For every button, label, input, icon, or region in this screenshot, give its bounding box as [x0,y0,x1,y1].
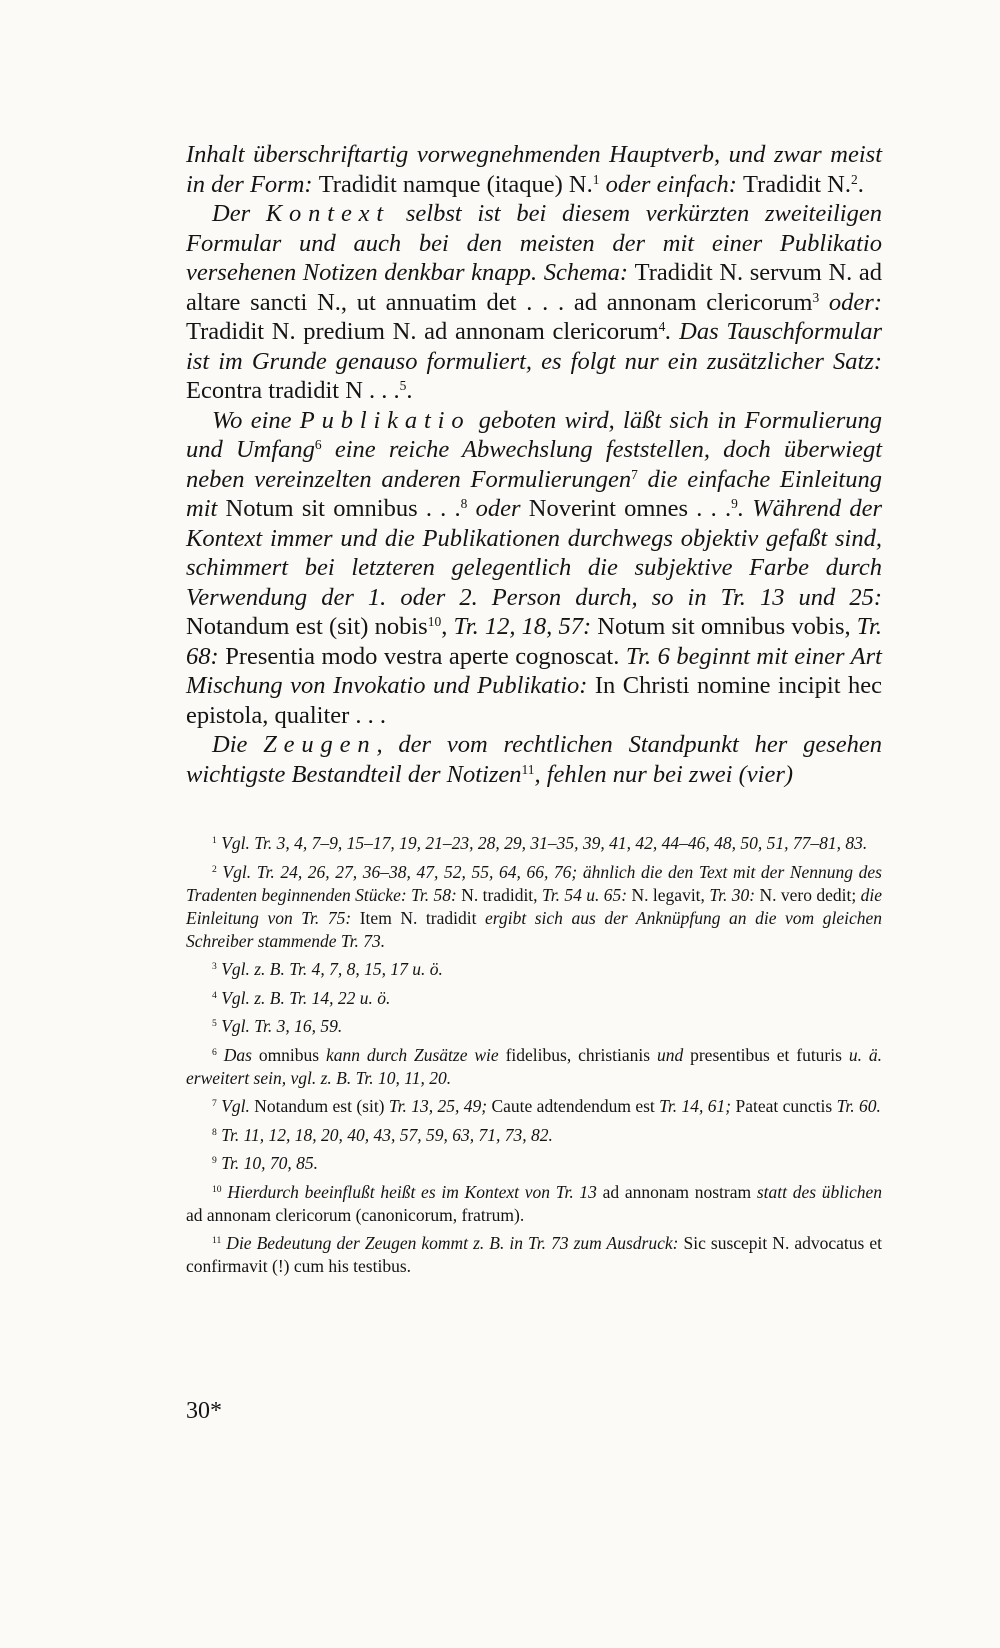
text-run: selbst ist bei diesem verkürzten zweiteiligen Formular und auch bei den meisten der mit einer Publikatio versehenen Notizen denkbar knapp. Schema: [186,200,882,286]
text-run: Vgl. Tr. 3, 4, 7–9, 15–17, 19, 21–23, 28, 29, 31–35, 39, 41, 42, 44–46, 48, 50, 51, 77–81, 83. [216,833,868,853]
footnote-marker: 8 [460,495,468,511]
text-run: ad annonam nostram [602,1181,757,1202]
text-run: Vgl. z. B. Tr. 4, 7, 8, 15, 17 u. ö. [216,959,443,979]
text-run: , [441,613,454,640]
text-run: Tr. 54 u. 65: [541,884,632,905]
footnote [186,1181,882,1227]
footnote-marker: 5 [399,377,407,393]
text-run: geboten wird, läßt sich in Formulierung und Umfang [186,406,882,463]
paragraph-3 [186,406,882,731]
text-run: Die Bedeutung der Zeugen kommt z. B. in Tr. 73 zum Ausdruck: [221,1233,684,1253]
text-run: Vgl. [216,1096,255,1116]
footnote [186,1124,882,1147]
text-run: Der [212,200,266,227]
text-run: ergibt sich aus der Anknüpfung an die vom gleichen Schreiber stammende Tr. 73. [186,907,882,951]
text-run: N. tradidit, [461,884,542,905]
text-run: presentibus et futuris [690,1044,849,1065]
text-run: Tr. 14, 61; [659,1096,736,1116]
text-run: Tradidit N. servum N. ad altare sancti N., ut annuatim det . . . ad annonam clericorum [186,259,882,316]
text-run: statt des üblichen [756,1181,883,1202]
text-run: kann durch Zusätze wie [326,1044,506,1065]
text-run: Vgl. z. B. Tr. 14, 22 u. ö. [216,987,391,1008]
text-run: . [857,170,864,198]
text-run: ad annonam clericorum (canonicorum, fratrum). [186,1204,525,1225]
text-run: Notum sit omnibus vobis, [597,613,857,640]
text-run: Wo eine [212,406,300,434]
spaced-term: Kontext [265,200,391,227]
paragraph-1 [186,140,882,199]
text-run: Item N. tradidit [359,907,486,928]
text-run: oder einfach: [599,170,743,198]
footnote-marker: 5 [212,1018,217,1030]
footnote-marker: 4 [212,989,217,1001]
text-run: , fehlen nur bei zwei (vier) [534,760,794,788]
text-run: eine reiche Abwechslung feststellen, doch überwiegt neben vereinzelten anderen Formulierungen [186,436,882,493]
footnote-marker: 8 [212,1126,217,1138]
text-run: Tr. 6 beginnt mit einer Art Mischung von Invokatio und Publikatio: [186,642,882,699]
footnote [186,1232,882,1278]
footnote [186,958,882,981]
footnote-marker: 6 [212,1046,217,1058]
text-run: Die [212,731,264,758]
text-run: In Christi nomine incipit hec epistola, qualiter . . . [186,672,883,729]
text-run: Tr. 10, 70, 85. [216,1153,318,1173]
footnote [186,1095,882,1118]
footnote-marker: 1 [212,835,217,847]
footnote-marker: 7 [631,466,638,482]
paragraph-4 [186,730,882,789]
text-run: Inhalt überschriftartig vorwegnehmenden Hauptverb, und zwar meist in der Form: [186,141,882,198]
text-run: Hierdurch beeinflußt heißt es im Kontext von Tr. 13 [221,1181,603,1202]
main-text [186,140,882,789]
footnote [186,1152,882,1175]
text-run: Tr. 13, 25, 49; [388,1096,492,1116]
text-run: Tr. 60. [836,1096,881,1116]
text-run: Das [216,1044,259,1065]
text-run: . Während der Kontext immer und die Publikationen durchwegs objektiv gefaßt sind, schimmert bei letzteren gelegentlich die subjektive Farbe durch Verwendung der 1. oder 2. Person durch, so in Tr. 13 und 25: [186,495,883,611]
text-run: N. legavit, [631,884,710,905]
text-run: Tr. 68: [186,613,882,670]
footnote [186,987,882,1010]
text-run: die einfache Einleitung mit [186,465,882,522]
text-run: Vgl. Tr. 24, 26, 27, 36–38, 47, 52, 55, 64, 66, 76; ähnlich die den Text mit der Nennung des Tradenten beginnenden Stücke: Tr. 58: [186,861,882,905]
footnote-marker: 9 [212,1155,217,1167]
text-run: Notandum est (sit) [254,1096,389,1116]
footnote-marker: 1 [592,171,600,187]
text-run: Notandum est (sit) nobis [186,613,428,640]
text-run: Tr. 30: [709,884,760,905]
footnote-marker: 3 [812,289,820,305]
text-run: . Das Tauschformular ist im Grunde genauso formuliert, es folgt nur ein zusätzlicher Satz: [186,318,882,375]
footnote-marker: 2 [851,171,858,187]
text-run: Sic suscepit N. advocatus et confirmavit (!) cum his testibus. [186,1233,882,1276]
text-run: die Einleitung von Tr. 75: [186,884,883,928]
text-run: Tradidit namque (itaque) N. [318,170,593,198]
text-run: Presentia modo vestra aperte cognoscat. [225,642,626,670]
text-run: oder: [819,288,882,316]
text-run: oder [467,495,529,522]
text-run: Caute adtendendum est [491,1096,660,1116]
text-run: , der vom rechtlichen Standpunkt her gesehen wichtigste Bestandteil der Notizen [186,731,883,788]
page-number: 30* [186,1398,222,1424]
footnote-marker: 6 [314,436,322,452]
footnote-marker: 7 [212,1098,217,1110]
text-run: Tr. 12, 18, 57: [453,613,598,640]
text-run: Pateat cunctis [735,1096,837,1116]
footnote-marker: 10 [212,1183,222,1195]
text-run: Tradidit N. predium N. ad annonam clericorum [186,318,659,345]
text-run: Vgl. Tr. 3, 16, 59. [216,1016,343,1036]
spaced-term: Zeugen [263,731,377,758]
text-run: Noverint omnes . . . [528,495,732,522]
footnote-marker: 9 [731,495,738,511]
text-run: Tradidit N. [743,170,852,198]
footnote-marker: 4 [658,318,666,334]
footnote [186,832,882,855]
footnote-marker: 3 [212,961,217,973]
text-run: u. ä. erweitert sein, vgl. z. B. Tr. 10, 11, 20. [186,1044,882,1088]
text-run: N. vero dedit; [759,884,861,905]
text-run: . [406,377,413,404]
text-run: Tr. 11, 12, 18, 20, 40, 43, 57, 59, 63, 71, 73, 82. [216,1124,553,1145]
footnote [186,1015,882,1038]
text-run: Econtra tradidit N . . . [186,377,400,404]
text-run: Notum sit omnibus . . . [225,495,461,522]
footnote [186,1044,882,1090]
footnotes [186,832,882,1284]
footnote-marker: 11 [212,1235,222,1247]
footnote-marker: 2 [212,863,217,875]
text-run: omnibus [258,1044,326,1065]
text-run: fidelibus, christianis [505,1044,657,1065]
footnote-marker: 11 [521,761,535,777]
footnote-marker: 10 [427,613,442,629]
footnote [186,861,882,953]
text-run: und [656,1044,691,1065]
spaced-term: Publikatio [299,406,471,434]
paragraph-2 [186,199,882,406]
